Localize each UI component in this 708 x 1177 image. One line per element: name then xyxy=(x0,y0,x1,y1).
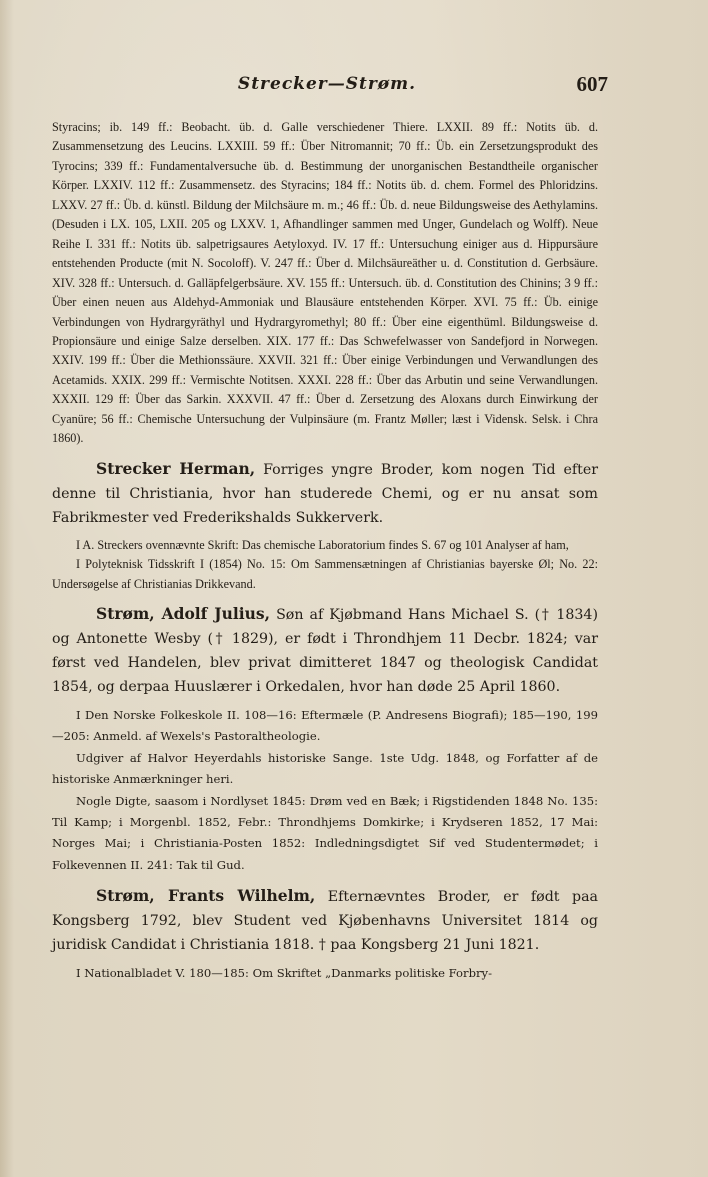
running-head: Strecker—Strøm. xyxy=(237,74,417,94)
reference-item: Udgiver af Halvor Heyerdahls historiske Sange. 1ste Udg. 1848, og Forfatter af de historiske Anmærkninger heri. xyxy=(52,750,598,787)
reference-item: I Nationalbladet V. 180—185: Om Skriftet „Danmarks politiske Forbry- xyxy=(76,966,492,981)
entry-name: Strøm, Frants Wilhelm, xyxy=(96,886,316,906)
entry-strom-frants-wilhelm xyxy=(52,884,598,957)
reference-item: I A. Streckers ovennævnte Skrift: Das chemische Laboratorium findes S. 67 og 101 Analyser af ham, xyxy=(76,537,569,552)
entry-strecker-herman xyxy=(52,457,598,530)
entry-text: Søn af Kjøbmand Hans Michael S. († 1834) og Antonette Wesby († 1829), er født i Throndhjem 11 Decbr. 1824; var først ved Handelen, blev privat dimitteret 1847 og theologisk Candidat 1854, og derpaa Huuslærer i Orkedalen, hvor han døde 25 April 1860. xyxy=(52,606,598,695)
page-number: 607 xyxy=(576,72,608,96)
entry-name: Strecker Herman, xyxy=(96,458,256,478)
entry-name: Strøm, Adolf Julius, xyxy=(96,603,271,623)
page-body xyxy=(52,118,598,985)
page-header xyxy=(56,72,608,102)
entry-text: Forriges yngre Broder, kom nogen Tid efter denne til Christiania, hvor han studerede Chemi, og er nu ansat som Fabrikmester ved Frederikshalds Sukkerverk. xyxy=(52,461,599,526)
reference-item: I Den Norske Folkeskole II. 108—16: Eftermæle (P. Andresens Biografi); 185—190, 199—205: Anmeld. af Wexels's Pastoraltheologie. xyxy=(52,707,598,744)
entry-strom-adolf-julius xyxy=(52,602,598,699)
entry-text: Efternævntes Broder, er født paa Kongsberg 1792, blev Student ved Kjøbenhavns Universitet 1814 og juridisk Candidat i Christiania 1818. † paa Kongsberg 21 Juni 1821. xyxy=(52,889,598,954)
bibliography-continuation: Styracins; ib. 149 ff.: Beobacht. üb. d. Galle verschiedener Thiere. LXXII. 89 ff.: Notits üb. d. Zusammensetzung des Leucins. LXXIII. 59 ff.: Über Nitromannit; 70 ff.: Üb. ein Zersetzungsprodukt des Tyrocins; 339 ff.: Fundamentalversuche üb. d. Bestimmung der unorganischen Bestandtheile organischer Körper. LXXIV. 112 ff.: Zusammensetz. des Styracins; 184 ff.: Notits üb. d. chem. Formel des Phloridzins. LXXV. 27 ff.: Üb. d. künstl. Bildung der Milchsäure m. m.; 46 ff.: Üb. d. neue Bildungsweise des Aethylamins. (Desuden i LX. 105, LXII. 205 og LXXV. 1, Afhandlinger sammen med Unger, Gundelach og Wolff). Neue Reihe I. 331 ff.: Notits üb. salpetrigsaures Aetyloxyd. IV. 17 ff.: Untersuchung einiger aus d. Hippursäure entstehenden Producte (mit N. Socoloff). V. 247 ff.: Über d. Milchsäureäther u. d. Constitution d. Gerbsäure. XIV. 328 ff.: Untersuch. d. Galläpfelgerbsäure. XV. 155 ff.: Untersuch. üb. d. Constitution des Chinins; 3 9 ff.: Über einen neuen aus Aldehyd-Ammoniak und Blausäure entstehenden Körper. XVI. 75 ff.: Üb. einige Verbindungen von Hydrargyräthyl und Hydrargyromethyl; 80 ff.: Über eine eigenthüml. Bildungsweise d. Propionsäure und einige Salze derselben. XIX. 177 ff.: Das Schwefelwasser von Sandefjord in Norwegen. XXIV. 199 ff.: Über die Methionssäure. XXVII. 321 ff.: Über einige Verbindungen und Verwandlungen des Acetamids. XXIX. 299 ff.: Vermischte Notitsen. XXXI. 228 ff.: Über das Arbutin und seine Verwandlungen. XXXII. 129 ff: Über das Sarkin. XXXVII. 47 ff.: Über d. Zersetzung des Aloxans durch Einwirkung der Cyanüre; 56 ff.: Chemische Untersuchung der Vulpinsäure (m. Frantz Møller; læst i Vidensk. Selsk. i Chra 1860). xyxy=(52,120,598,446)
reference-item: Nogle Digte, saasom i Nordlyset 1845: Drøm ved en Bæk; i Rigstidenden 1848 No. 135: Til Kamp; i Morgenbl. 1852, Febr.: Throndhjems Domkirke; i Krydseren 1852, 17 Mai: Norges Mai; i Christiania-Posten 1852: Indledningsdigtet Sif ved Studentermødet; i Folkevennen II. 241: Tak til Gud. xyxy=(52,793,598,872)
reference-item: I Polyteknisk Tidsskrift I (1854) No. 15: Om Sammensætningen af Christianias bayerske Øl; No. 22: Undersøgelse af Christianias Drikkevand. xyxy=(52,557,598,591)
